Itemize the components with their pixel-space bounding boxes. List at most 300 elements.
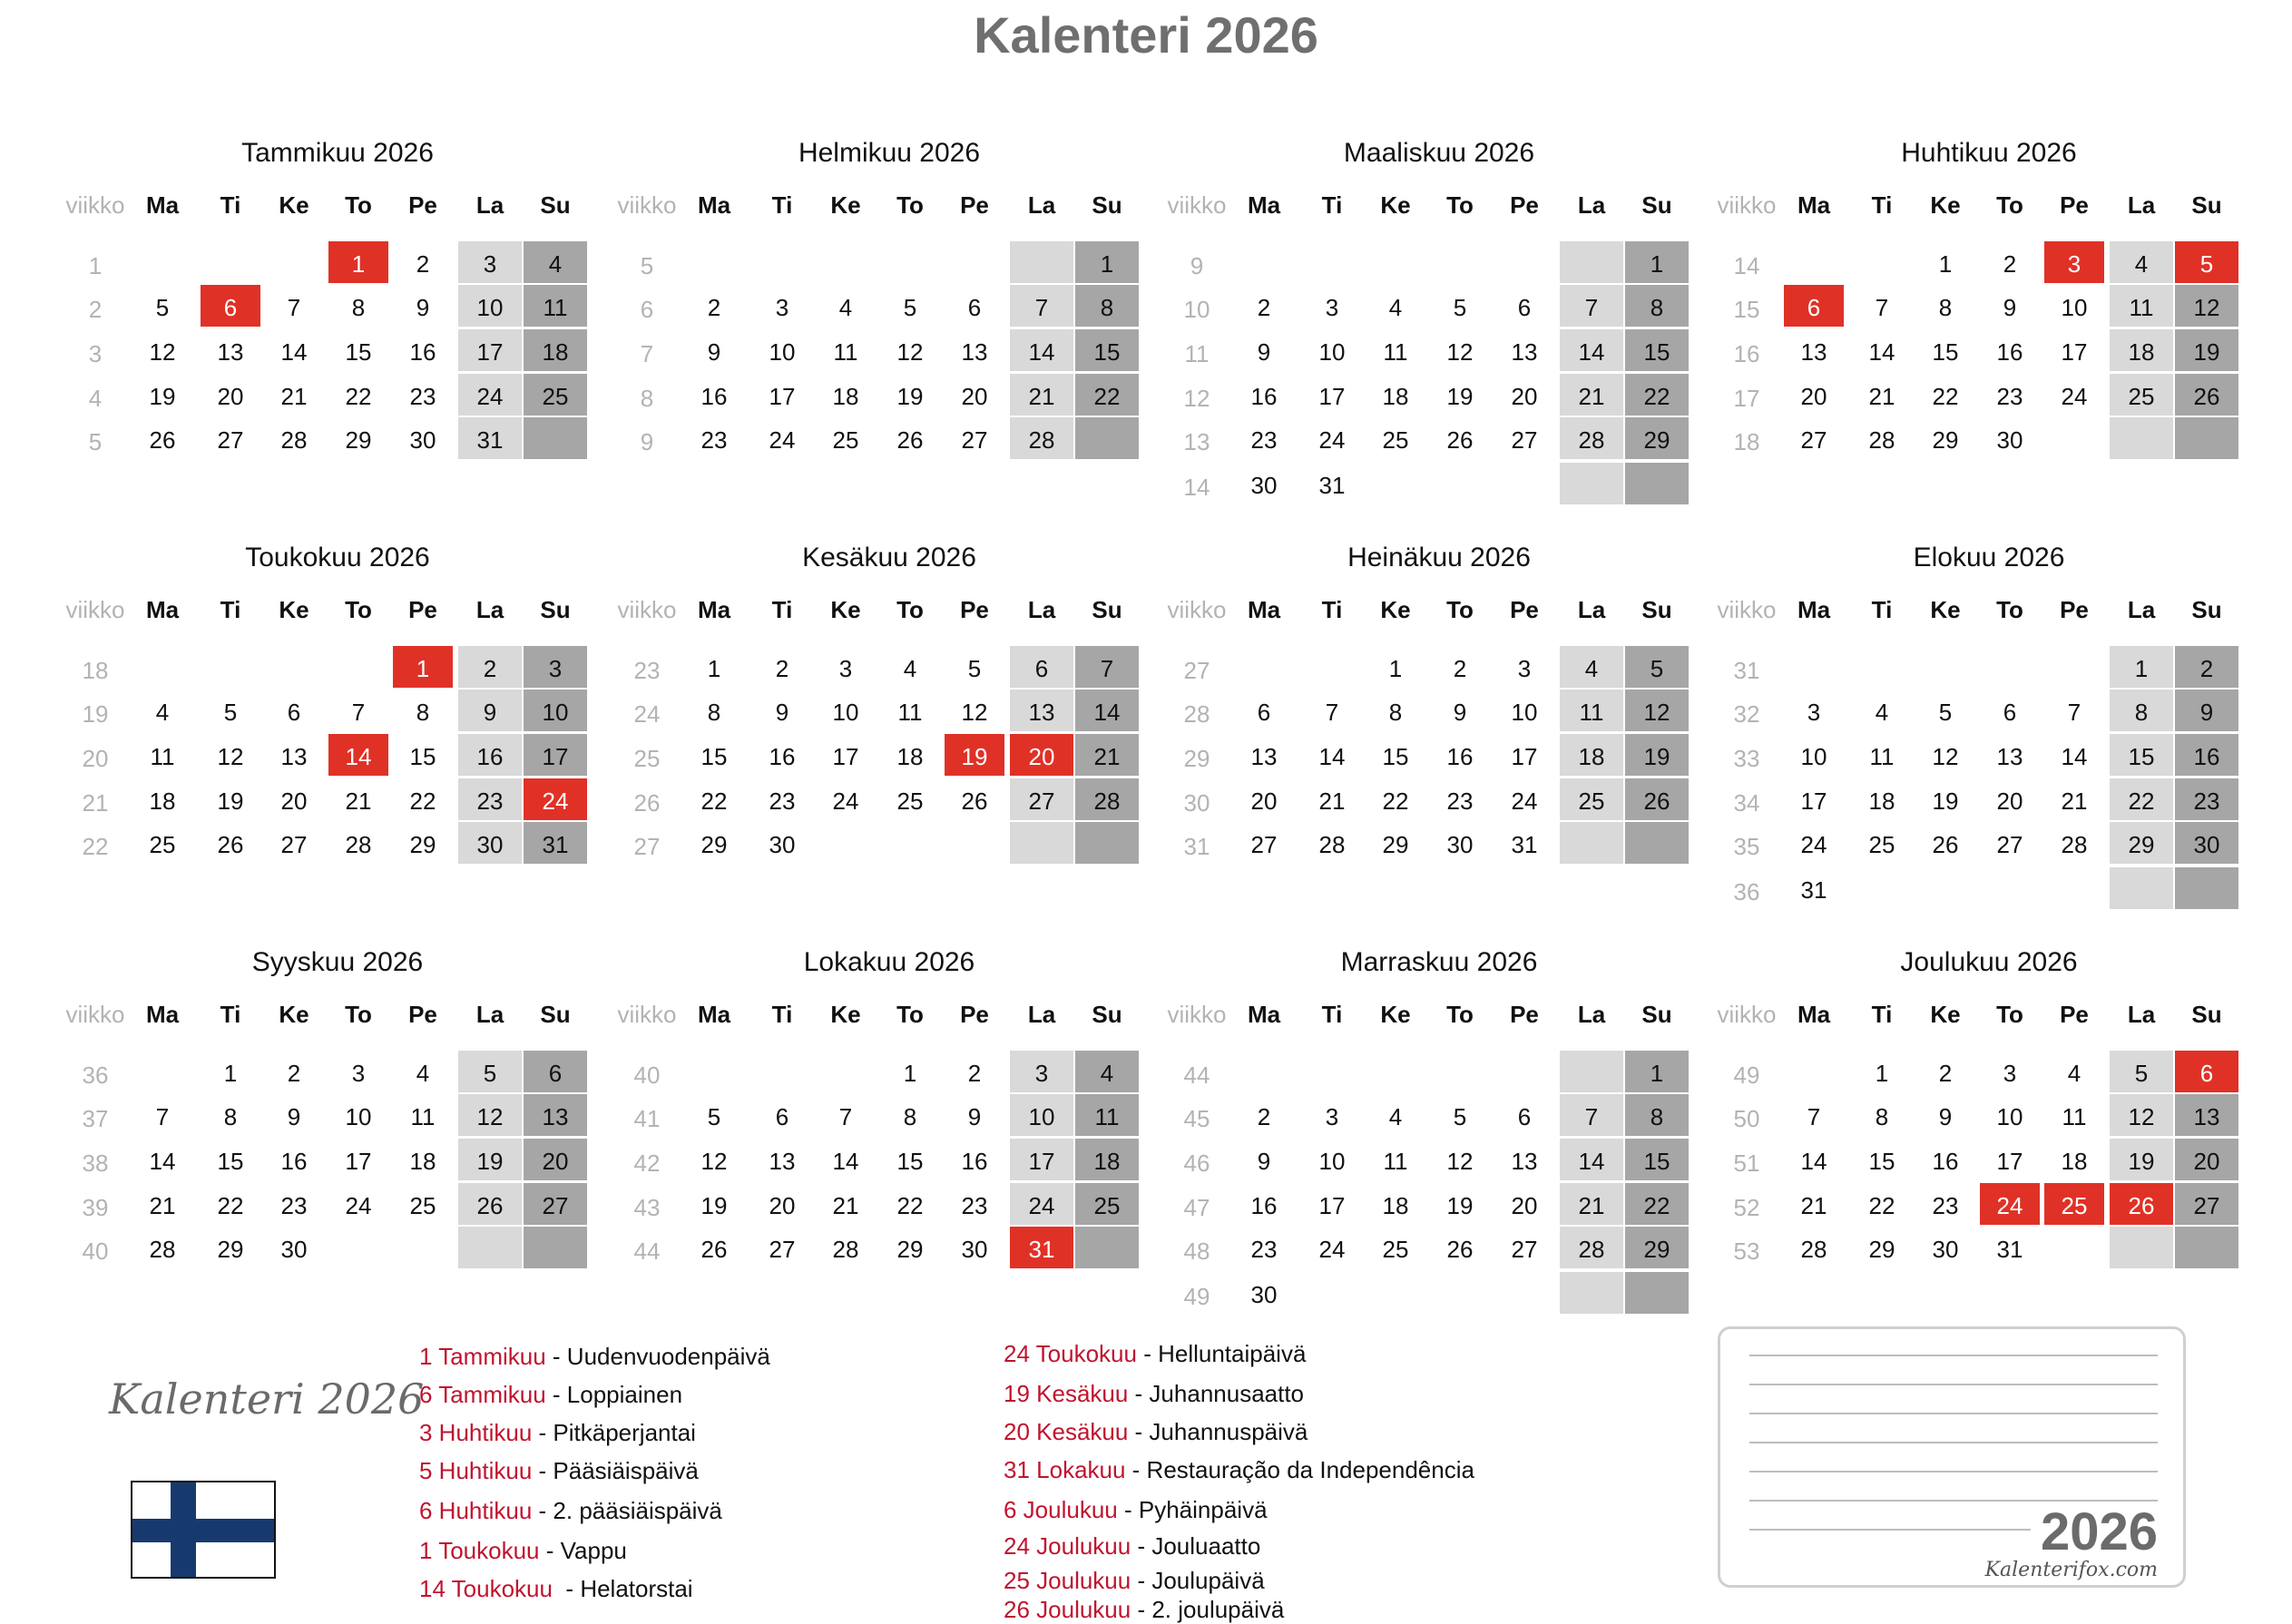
weekday-header: Pe bbox=[2060, 191, 2089, 219]
day-cell: 12 bbox=[149, 338, 176, 366]
empty-weekend-cell bbox=[1560, 1051, 1623, 1092]
week-number: 6 bbox=[640, 296, 654, 323]
month-block bbox=[617, 543, 1161, 915]
empty-weekend-cell bbox=[2175, 417, 2238, 459]
week-number: 49 bbox=[1733, 1061, 1760, 1089]
week-number: 34 bbox=[1733, 789, 1760, 817]
week-number-header: viikko bbox=[617, 1001, 677, 1028]
day-cell: 25 bbox=[1075, 1183, 1139, 1225]
week-number: 24 bbox=[633, 700, 661, 728]
day-cell: 16 bbox=[1446, 743, 1474, 770]
day-cell: 11 bbox=[524, 285, 587, 327]
week-number-header: viikko bbox=[1717, 596, 1777, 623]
day-cell: 18 bbox=[832, 383, 859, 410]
day-cell: 10 bbox=[524, 690, 587, 731]
day-cell: 3 bbox=[838, 655, 853, 682]
day-cell: 12 bbox=[1446, 1148, 1474, 1175]
holiday-day-cell: 25 bbox=[2044, 1183, 2104, 1225]
week-number: 52 bbox=[1733, 1194, 1760, 1221]
week-number: 32 bbox=[1733, 700, 1760, 728]
week-number: 36 bbox=[82, 1061, 109, 1089]
weekday-header: Ma bbox=[145, 596, 180, 623]
holiday-day-cell: 3 bbox=[2044, 241, 2104, 283]
week-number: 43 bbox=[633, 1194, 661, 1221]
week-number: 17 bbox=[1733, 385, 1760, 412]
day-cell: 18 bbox=[1382, 383, 1409, 410]
month-title: Huhtikuu 2026 bbox=[1901, 138, 2077, 168]
week-number: 27 bbox=[633, 833, 661, 860]
empty-weekend-cell bbox=[2110, 417, 2173, 459]
day-cell: 27 bbox=[769, 1236, 796, 1263]
holiday-day-cell: 5 bbox=[2175, 241, 2238, 283]
empty-weekend-cell bbox=[2110, 1227, 2173, 1268]
weekday-header: Ke bbox=[1380, 596, 1411, 623]
day-cell: 4 bbox=[2110, 241, 2173, 283]
day-cell: 13 bbox=[769, 1148, 796, 1175]
day-cell: 21 bbox=[2061, 788, 2088, 815]
week-number-header: viikko bbox=[1717, 1001, 1777, 1028]
day-cell: 19 bbox=[1446, 383, 1474, 410]
day-cell: 21 bbox=[1868, 383, 1895, 410]
day-cell: 2 bbox=[967, 1060, 982, 1087]
week-number: 30 bbox=[1183, 789, 1210, 817]
month-block bbox=[1717, 947, 2261, 1319]
day-cell: 21 bbox=[280, 383, 308, 410]
weekday-header: Su bbox=[1641, 596, 1672, 623]
weekday-header: Su bbox=[1641, 191, 1672, 219]
weekday-header: La bbox=[1027, 1001, 1056, 1028]
day-cell: 31 bbox=[1318, 472, 1346, 499]
day-cell: 22 bbox=[1932, 383, 1959, 410]
week-number-header: viikko bbox=[617, 191, 677, 219]
weekday-header: Su bbox=[1092, 596, 1122, 623]
empty-weekend-cell bbox=[1010, 822, 1073, 864]
weekday-header: To bbox=[345, 191, 372, 219]
holiday-name: - Juhannuspäivä bbox=[1128, 1418, 1308, 1445]
day-cell: 4 bbox=[1388, 1103, 1403, 1130]
day-cell: 8 bbox=[351, 294, 366, 321]
week-number-header: viikko bbox=[65, 596, 125, 623]
empty-weekend-cell bbox=[1075, 822, 1139, 864]
month-block bbox=[1167, 947, 1711, 1319]
month-title: Kesäkuu 2026 bbox=[802, 543, 976, 572]
empty-weekend-cell bbox=[1560, 1272, 1623, 1314]
weekday-header: Pe bbox=[408, 1001, 437, 1028]
day-cell: 31 bbox=[1996, 1236, 2023, 1263]
holiday-entry bbox=[419, 1457, 699, 1485]
day-cell: 14 bbox=[1800, 1148, 1827, 1175]
day-cell: 10 bbox=[832, 699, 859, 726]
month-title: Maaliskuu 2026 bbox=[1343, 138, 1535, 168]
day-cell: 28 bbox=[1560, 1227, 1623, 1268]
holiday-date: 24 Joulukuu bbox=[1004, 1532, 1131, 1560]
weekday-header: Ma bbox=[145, 1001, 180, 1028]
weekday-header: Ti bbox=[1871, 1001, 1893, 1028]
week-number: 23 bbox=[633, 657, 661, 684]
month-title: Helmikuu 2026 bbox=[798, 138, 981, 168]
day-cell: 18 bbox=[1868, 788, 1895, 815]
day-cell: 2 bbox=[775, 655, 789, 682]
empty-weekend-cell bbox=[1625, 463, 1689, 504]
empty-weekend-cell bbox=[1560, 463, 1623, 504]
weekday-header: To bbox=[896, 596, 924, 623]
day-cell: 2 bbox=[2175, 646, 2238, 688]
holiday-day-cell: 24 bbox=[1980, 1183, 2040, 1225]
day-cell: 1 bbox=[2110, 646, 2173, 688]
day-cell: 20 bbox=[1996, 788, 2023, 815]
day-cell: 11 bbox=[2110, 285, 2173, 327]
day-cell: 9 bbox=[1257, 338, 1271, 366]
weekday-header: Pe bbox=[408, 596, 437, 623]
day-cell: 16 bbox=[458, 734, 522, 776]
day-cell: 8 bbox=[2110, 690, 2173, 731]
day-cell: 23 bbox=[2175, 778, 2238, 820]
weekday-header: Ti bbox=[220, 191, 241, 219]
weekday-header: Ti bbox=[1321, 596, 1343, 623]
day-cell: 15 bbox=[217, 1148, 244, 1175]
day-cell: 7 bbox=[1875, 294, 1889, 321]
day-cell: 4 bbox=[1560, 646, 1623, 688]
day-cell: 5 bbox=[707, 1103, 721, 1130]
week-number: 38 bbox=[82, 1150, 109, 1177]
holiday-date: 5 Huhtikuu bbox=[419, 1457, 533, 1484]
day-cell: 3 bbox=[1010, 1051, 1073, 1092]
holiday-entry bbox=[419, 1381, 682, 1409]
day-cell: 27 bbox=[1511, 426, 1538, 454]
day-cell: 29 bbox=[1625, 1227, 1689, 1268]
weekday-header: Su bbox=[1092, 191, 1122, 219]
day-cell: 14 bbox=[832, 1148, 859, 1175]
weekday-header: Ti bbox=[220, 1001, 241, 1028]
week-number: 36 bbox=[1733, 878, 1760, 905]
day-cell: 1 bbox=[903, 1060, 917, 1087]
day-cell: 2 bbox=[1257, 294, 1271, 321]
week-number: 16 bbox=[1733, 340, 1760, 367]
day-cell: 8 bbox=[1875, 1103, 1889, 1130]
week-number: 47 bbox=[1183, 1194, 1210, 1221]
day-cell: 7 bbox=[2067, 699, 2081, 726]
day-cell: 4 bbox=[155, 699, 170, 726]
day-cell: 28 bbox=[1800, 1236, 1827, 1263]
day-cell: 24 bbox=[832, 788, 859, 815]
weekday-header: Pe bbox=[960, 596, 989, 623]
empty-weekend-cell bbox=[2175, 867, 2238, 909]
day-cell: 15 bbox=[1075, 329, 1139, 371]
day-cell: 25 bbox=[2110, 374, 2173, 416]
week-number: 45 bbox=[1183, 1105, 1210, 1132]
weekday-header: Su bbox=[540, 1001, 571, 1028]
day-cell: 8 bbox=[1938, 294, 1953, 321]
day-cell: 30 bbox=[769, 831, 796, 858]
weekday-header: To bbox=[1446, 596, 1474, 623]
day-cell: 31 bbox=[458, 417, 522, 459]
weekday-header: La bbox=[2127, 596, 2156, 623]
holiday-name: - Pääsiäispäivä bbox=[532, 1457, 699, 1484]
day-cell: 3 bbox=[524, 646, 587, 688]
empty-weekend-cell bbox=[1560, 241, 1623, 283]
day-cell: 7 bbox=[1807, 1103, 1821, 1130]
week-number: 31 bbox=[1733, 657, 1760, 684]
empty-weekend-cell bbox=[2175, 1227, 2238, 1268]
day-cell: 6 bbox=[1517, 1103, 1532, 1130]
day-cell: 4 bbox=[903, 655, 917, 682]
day-cell: 4 bbox=[838, 294, 853, 321]
week-number: 49 bbox=[1183, 1283, 1210, 1310]
holiday-name: - Pyhäinpäivä bbox=[1117, 1496, 1268, 1523]
day-cell: 15 bbox=[1868, 1148, 1895, 1175]
holiday-name: - Uudenvuodenpäivä bbox=[545, 1343, 770, 1370]
holiday-date: 6 Huhtikuu bbox=[419, 1497, 533, 1524]
day-cell: 19 bbox=[1932, 788, 1959, 815]
day-cell: 16 bbox=[700, 383, 728, 410]
day-cell: 10 bbox=[1318, 1148, 1346, 1175]
day-cell: 19 bbox=[1446, 1192, 1474, 1219]
day-cell: 28 bbox=[1010, 417, 1073, 459]
day-cell: 8 bbox=[223, 1103, 238, 1130]
day-cell: 20 bbox=[961, 383, 988, 410]
footer-script-title: Kalenteri 2026 bbox=[109, 1375, 425, 1423]
day-cell: 28 bbox=[1075, 778, 1139, 820]
day-cell: 20 bbox=[769, 1192, 796, 1219]
day-cell: 23 bbox=[700, 426, 728, 454]
holiday-entry bbox=[1004, 1340, 1306, 1368]
month-block bbox=[65, 543, 610, 915]
day-cell: 31 bbox=[524, 822, 587, 864]
weekday-header: Ti bbox=[1321, 191, 1343, 219]
day-cell: 12 bbox=[2110, 1094, 2173, 1136]
weekday-header: La bbox=[2127, 1001, 2156, 1028]
day-cell: 25 bbox=[524, 374, 587, 416]
day-cell: 30 bbox=[1250, 472, 1278, 499]
holiday-day-cell: 6 bbox=[1784, 285, 1844, 327]
day-cell: 26 bbox=[1446, 426, 1474, 454]
day-cell: 29 bbox=[345, 426, 372, 454]
holiday-entry bbox=[419, 1343, 770, 1371]
weekday-header: Ma bbox=[145, 191, 180, 219]
day-cell: 28 bbox=[1560, 417, 1623, 459]
day-cell: 27 bbox=[2175, 1183, 2238, 1225]
day-cell: 7 bbox=[1010, 285, 1073, 327]
day-cell: 12 bbox=[1625, 690, 1689, 731]
weekday-header: Su bbox=[540, 596, 571, 623]
day-cell: 15 bbox=[1382, 743, 1409, 770]
holiday-date: 6 Tammikuu bbox=[419, 1381, 546, 1408]
day-cell: 1 bbox=[1625, 1051, 1689, 1092]
day-cell: 14 bbox=[1075, 690, 1139, 731]
week-number: 15 bbox=[1733, 296, 1760, 323]
day-cell: 9 bbox=[967, 1103, 982, 1130]
day-cell: 22 bbox=[1382, 788, 1409, 815]
day-cell: 15 bbox=[896, 1148, 924, 1175]
day-cell: 23 bbox=[961, 1192, 988, 1219]
day-cell: 23 bbox=[1932, 1192, 1959, 1219]
day-cell: 24 bbox=[2061, 383, 2088, 410]
weekday-header: Su bbox=[1641, 1001, 1672, 1028]
weekday-header: Ma bbox=[1247, 596, 1281, 623]
week-number: 28 bbox=[1183, 700, 1210, 728]
week-number: 13 bbox=[1183, 428, 1210, 455]
holiday-entry bbox=[419, 1537, 627, 1565]
day-cell: 26 bbox=[2175, 374, 2238, 416]
holiday-name: - Restauração da Independência bbox=[1125, 1456, 1474, 1483]
week-number: 44 bbox=[633, 1238, 661, 1265]
month-block bbox=[1717, 138, 2261, 510]
day-cell: 10 bbox=[1511, 699, 1538, 726]
day-cell: 12 bbox=[1932, 743, 1959, 770]
month-block bbox=[617, 138, 1161, 510]
day-cell: 6 bbox=[967, 294, 982, 321]
holiday-entry bbox=[419, 1497, 722, 1525]
day-cell: 9 bbox=[707, 338, 721, 366]
empty-weekend-cell bbox=[524, 417, 587, 459]
day-cell: 13 bbox=[1800, 338, 1827, 366]
day-cell: 13 bbox=[1010, 690, 1073, 731]
day-cell: 11 bbox=[1869, 743, 1895, 770]
day-cell: 20 bbox=[1800, 383, 1827, 410]
holiday-entry bbox=[1004, 1567, 1265, 1595]
day-cell: 2 bbox=[458, 646, 522, 688]
day-cell: 2 bbox=[707, 294, 721, 321]
holiday-name: - 2. pääsiäispäivä bbox=[532, 1497, 722, 1524]
weekday-header: To bbox=[1996, 596, 2023, 623]
month-title: Lokakuu 2026 bbox=[803, 947, 975, 977]
day-cell: 28 bbox=[345, 831, 372, 858]
weekday-header: La bbox=[1027, 596, 1056, 623]
week-number-header: viikko bbox=[1167, 191, 1227, 219]
day-cell: 21 bbox=[1318, 788, 1346, 815]
note-line bbox=[1749, 1471, 2158, 1472]
weekday-header: La bbox=[1577, 596, 1606, 623]
weekday-header: Ke bbox=[1380, 1001, 1411, 1028]
week-number-header: viikko bbox=[1717, 191, 1777, 219]
week-number-header: viikko bbox=[65, 191, 125, 219]
holiday-date: 19 Kesäkuu bbox=[1004, 1380, 1129, 1407]
day-cell: 4 bbox=[1388, 294, 1403, 321]
day-cell: 2 bbox=[416, 250, 430, 278]
weekday-header: Ti bbox=[220, 596, 241, 623]
week-number-header: viikko bbox=[1167, 596, 1227, 623]
flag-cross-horizontal bbox=[132, 1519, 274, 1542]
day-cell: 17 bbox=[345, 1148, 372, 1175]
weekday-header: Pe bbox=[960, 191, 989, 219]
day-cell: 25 bbox=[1382, 426, 1409, 454]
holiday-entry bbox=[1004, 1596, 1284, 1624]
day-cell: 5 bbox=[1453, 1103, 1467, 1130]
weekday-header: Su bbox=[2191, 1001, 2222, 1028]
day-cell: 28 bbox=[280, 426, 308, 454]
holiday-day-cell: 24 bbox=[524, 778, 587, 820]
day-cell: 17 bbox=[1318, 383, 1346, 410]
empty-weekend-cell bbox=[458, 1227, 522, 1268]
day-cell: 20 bbox=[1511, 1192, 1538, 1219]
week-number: 20 bbox=[82, 745, 109, 772]
month-title: Heinäkuu 2026 bbox=[1347, 543, 1531, 572]
day-cell: 6 bbox=[287, 699, 301, 726]
day-cell: 17 bbox=[832, 743, 859, 770]
weekday-header: Ti bbox=[771, 1001, 793, 1028]
day-cell: 12 bbox=[1446, 338, 1474, 366]
day-cell: 17 bbox=[1511, 743, 1538, 770]
weekday-header: To bbox=[1996, 191, 2023, 219]
day-cell: 6 bbox=[524, 1051, 587, 1092]
week-number: 9 bbox=[1190, 252, 1204, 279]
holiday-date: 3 Huhtikuu bbox=[419, 1419, 533, 1446]
day-cell: 31 bbox=[1800, 876, 1827, 904]
holiday-date: 6 Joulukuu bbox=[1004, 1496, 1118, 1523]
weekday-header: Ke bbox=[279, 1001, 309, 1028]
day-cell: 6 bbox=[1257, 699, 1271, 726]
day-cell: 14 bbox=[1560, 329, 1623, 371]
empty-weekend-cell bbox=[1560, 822, 1623, 864]
day-cell: 21 bbox=[1560, 1183, 1623, 1225]
holiday-date: 26 Joulukuu bbox=[1004, 1596, 1131, 1623]
day-cell: 26 bbox=[1625, 778, 1689, 820]
day-cell: 3 bbox=[2003, 1060, 2017, 1087]
day-cell: 13 bbox=[961, 338, 988, 366]
month-block bbox=[1717, 543, 2261, 915]
day-cell: 24 bbox=[1800, 831, 1827, 858]
holiday-day-cell: 31 bbox=[1010, 1227, 1073, 1268]
day-cell: 13 bbox=[1511, 1148, 1538, 1175]
holiday-name: - Pitkäperjantai bbox=[532, 1419, 696, 1446]
day-cell: 25 bbox=[832, 426, 859, 454]
week-number: 50 bbox=[1733, 1105, 1760, 1132]
holiday-name: - Loppiainen bbox=[545, 1381, 683, 1408]
day-cell: 26 bbox=[700, 1236, 728, 1263]
day-cell: 8 bbox=[1075, 285, 1139, 327]
holiday-entry bbox=[1004, 1418, 1308, 1446]
day-cell: 26 bbox=[961, 788, 988, 815]
month-block bbox=[65, 947, 610, 1319]
day-cell: 4 bbox=[1875, 699, 1889, 726]
week-number-header: viikko bbox=[617, 596, 677, 623]
day-cell: 23 bbox=[769, 788, 796, 815]
weekday-header: La bbox=[1577, 1001, 1606, 1028]
day-cell: 24 bbox=[1511, 788, 1538, 815]
day-cell: 21 bbox=[1010, 374, 1073, 416]
holiday-entry bbox=[419, 1419, 696, 1447]
weekday-header: Pe bbox=[2060, 1001, 2089, 1028]
day-cell: 27 bbox=[1511, 1236, 1538, 1263]
day-cell: 30 bbox=[280, 1236, 308, 1263]
day-cell: 30 bbox=[1250, 1281, 1278, 1308]
day-cell: 11 bbox=[833, 338, 858, 366]
weekday-header: To bbox=[896, 1001, 924, 1028]
weekday-header: To bbox=[1996, 1001, 2023, 1028]
day-cell: 16 bbox=[2175, 734, 2238, 776]
holiday-name: - Joulupäivä bbox=[1131, 1567, 1265, 1594]
week-number: 4 bbox=[88, 385, 103, 412]
day-cell: 6 bbox=[775, 1103, 789, 1130]
weekday-header: Ma bbox=[1247, 191, 1281, 219]
day-cell: 3 bbox=[351, 1060, 366, 1087]
day-cell: 20 bbox=[524, 1139, 587, 1180]
weekday-header: Pe bbox=[1510, 1001, 1539, 1028]
day-cell: 16 bbox=[1250, 383, 1278, 410]
notes-site-label: Kalenterifox.com bbox=[1984, 1559, 2158, 1581]
week-number: 5 bbox=[640, 252, 654, 279]
weekday-header: La bbox=[475, 596, 504, 623]
empty-weekend-cell bbox=[1625, 822, 1689, 864]
week-number: 12 bbox=[1183, 385, 1210, 412]
day-cell: 10 bbox=[1800, 743, 1827, 770]
weekday-header: Ke bbox=[279, 596, 309, 623]
day-cell: 24 bbox=[1318, 1236, 1346, 1263]
week-number: 27 bbox=[1183, 657, 1210, 684]
day-cell: 2 bbox=[287, 1060, 301, 1087]
day-cell: 13 bbox=[524, 1094, 587, 1136]
weekday-header: La bbox=[1027, 191, 1056, 219]
